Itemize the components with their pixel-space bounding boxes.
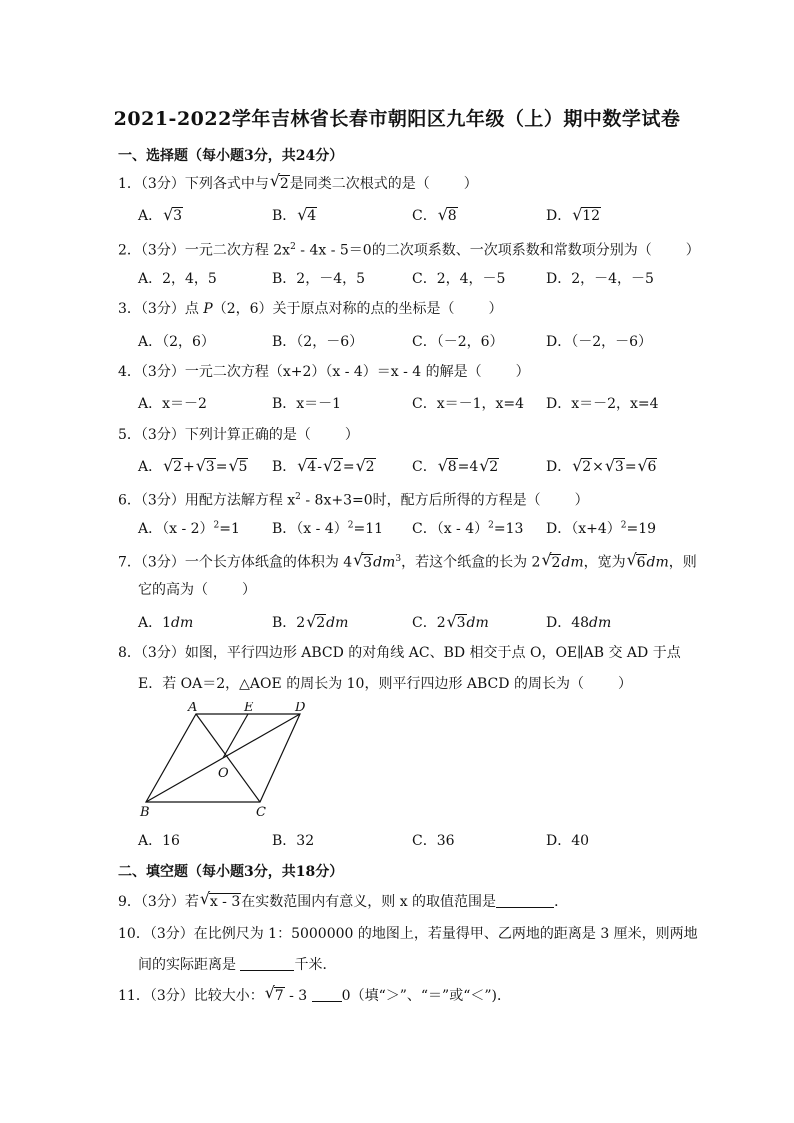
question-1: 1．（3分）下列各式中与 √ 2是同类二次根式的是（ ） [118, 171, 478, 192]
question-7: 7．（3分）一个长方体纸盒的体积为 4 √ $3dm^3$，若这个纸盒的长为 2 √ 2dm，宽为 √ 6dm，则 [118, 549, 697, 571]
diagonal-ac [196, 714, 260, 802]
question-2: 2．（3分）一元二次方程 $2x^2 - 4x - 5=0$的二次项系数、一次项系数和常数项分别为（ ） [118, 242, 700, 259]
q5-option-c[interactable]: C． √ 8=4 √ 2 [412, 456, 499, 475]
q5-option-a[interactable]: A． √ 2+ √ 3= √ 5 [138, 456, 248, 475]
question-3: 3．（3分）点 P（2，6）关于原点对称的点的坐标是（ ） [118, 301, 503, 317]
question-9: 9．（3分）若 √ x - 3在实数范围内有意义，则 x 的取值范围是 ． [118, 889, 569, 910]
question-10: 10．（3分）在比例尺为 1：5000000 的地图上，若量得甲、乙两地的距离是 3 厘米，则两地 [118, 926, 698, 942]
q1-radical: √ 2 [269, 171, 289, 192]
q3-option-b[interactable]: B．（2，－6） [272, 334, 364, 350]
q5-options [0, 456, 794, 478]
q4-option-b[interactable]: B．x＝－1 [272, 396, 342, 412]
q6-option-c[interactable]: C．（x - 4）$^2$=13 [412, 520, 524, 537]
q6-options [0, 518, 794, 540]
q7-option-c[interactable]: C．2 √ 3dm [412, 612, 489, 631]
q5-option-b[interactable]: B． √ 4- √ 2= √ 2 [272, 456, 375, 475]
q4-option-a[interactable]: A．x＝－2 [138, 396, 207, 412]
q6-option-a[interactable]: A．（x - 2）$^2$=1 [138, 520, 240, 537]
q7-option-b[interactable]: B．2 √ 2dm [272, 612, 349, 631]
label-d: D [295, 702, 306, 715]
q2-option-d[interactable]: D．2，－4，－5 [546, 271, 654, 287]
q3-option-c[interactable]: C．（－2，6） [412, 334, 504, 350]
label-b: B [140, 805, 150, 820]
q9-answer-blank[interactable] [496, 893, 554, 908]
q3-options [0, 331, 794, 353]
q1-options [0, 205, 794, 227]
question-8-line2: E．若 OA＝2，△AOE 的周长为 10，则平行四边形 ABCD 的周长为（ ） [138, 676, 632, 692]
section-heading-choice: 一、选择题（每小题3分，共24分） [118, 148, 344, 164]
q8-option-c[interactable]: C．36 [412, 833, 455, 849]
q1-suffix: 是同类二次根式的是（ [289, 176, 430, 192]
q2-options [0, 268, 794, 290]
q2-option-b[interactable]: B．2，－4，5 [272, 271, 366, 287]
q8-options [0, 830, 794, 852]
q3-option-d[interactable]: D．（－2，－6） [546, 334, 653, 350]
q1-prefix: 1．（3分）下列各式中与 [118, 176, 269, 192]
q8-option-a[interactable]: A．16 [138, 833, 180, 849]
question-11: 11．（3分）比较大小： √ 7 - 3 0（填“＞”、“＝”或“＜”)． [118, 983, 511, 1004]
q3-option-a[interactable]: A．（2，6） [138, 334, 215, 350]
section-heading-fill: 二、填空题（每小题3分，共18分） [118, 864, 344, 880]
q10-answer-blank[interactable] [240, 956, 294, 971]
q4-option-d[interactable]: D．x＝－2，x=4 [546, 396, 659, 412]
question-4: 4．（3分）一元二次方程（x+2）（x - 4）＝x - 4 的解是（ ） [118, 364, 530, 380]
q8-option-b[interactable]: B．32 [272, 833, 315, 849]
question-6: 6．（3分）用配方法解方程 $x^2 - 8x+3=0$时，配方后所得的方程是（ ） [118, 492, 589, 509]
label-o: O [218, 766, 229, 781]
parallelogram-diagram [138, 702, 338, 822]
question-10-line2: 间的实际距离是 千米． [138, 957, 337, 973]
q2-option-c[interactable]: C．2，4，－5 [412, 271, 506, 287]
q2-option-a[interactable]: A．2，4，5 [138, 271, 217, 287]
q4-options [0, 393, 794, 415]
q8-option-d[interactable]: D．40 [546, 833, 590, 849]
page-title: 2021-2022学年吉林省长春市朝阳区九年级（上）期中数学试卷 [113, 108, 681, 130]
question-5: 5．（3分）下列计算正确的是（ ） [118, 427, 359, 443]
q1-option-c[interactable]: C． √ 8 [412, 205, 457, 224]
label-c: C [256, 805, 266, 820]
q6-option-b[interactable]: B．（x - 4）$^2$=11 [272, 520, 384, 537]
q1-option-b[interactable]: B． √ 4 [272, 205, 317, 224]
q1-option-d[interactable]: D． √ 12 [546, 205, 601, 224]
q11-answer-blank[interactable] [312, 987, 342, 1002]
q7-option-d[interactable]: D．48dm [546, 615, 612, 631]
q5-option-d[interactable]: D． √ 2× √ 3= √ 6 [546, 456, 657, 475]
label-e: E [244, 702, 254, 715]
q1-option-a[interactable]: A． √ 3 [138, 205, 183, 224]
label-a: A [188, 702, 198, 715]
question-8: 8．（3分）如图，平行四边形 ABCD 的对角线 AC、BD 相交于点 O，OE∥AB 交 AD 于点 [118, 645, 681, 661]
q6-option-d[interactable]: D．$(x+4)^2=19$ [546, 520, 657, 537]
q7-options [0, 612, 794, 634]
q7-option-a[interactable]: A．1dm [138, 615, 194, 631]
q4-option-c[interactable]: C．x＝－1，x=4 [412, 396, 525, 412]
question-7-line2: 它的高为（ ） [138, 582, 256, 598]
